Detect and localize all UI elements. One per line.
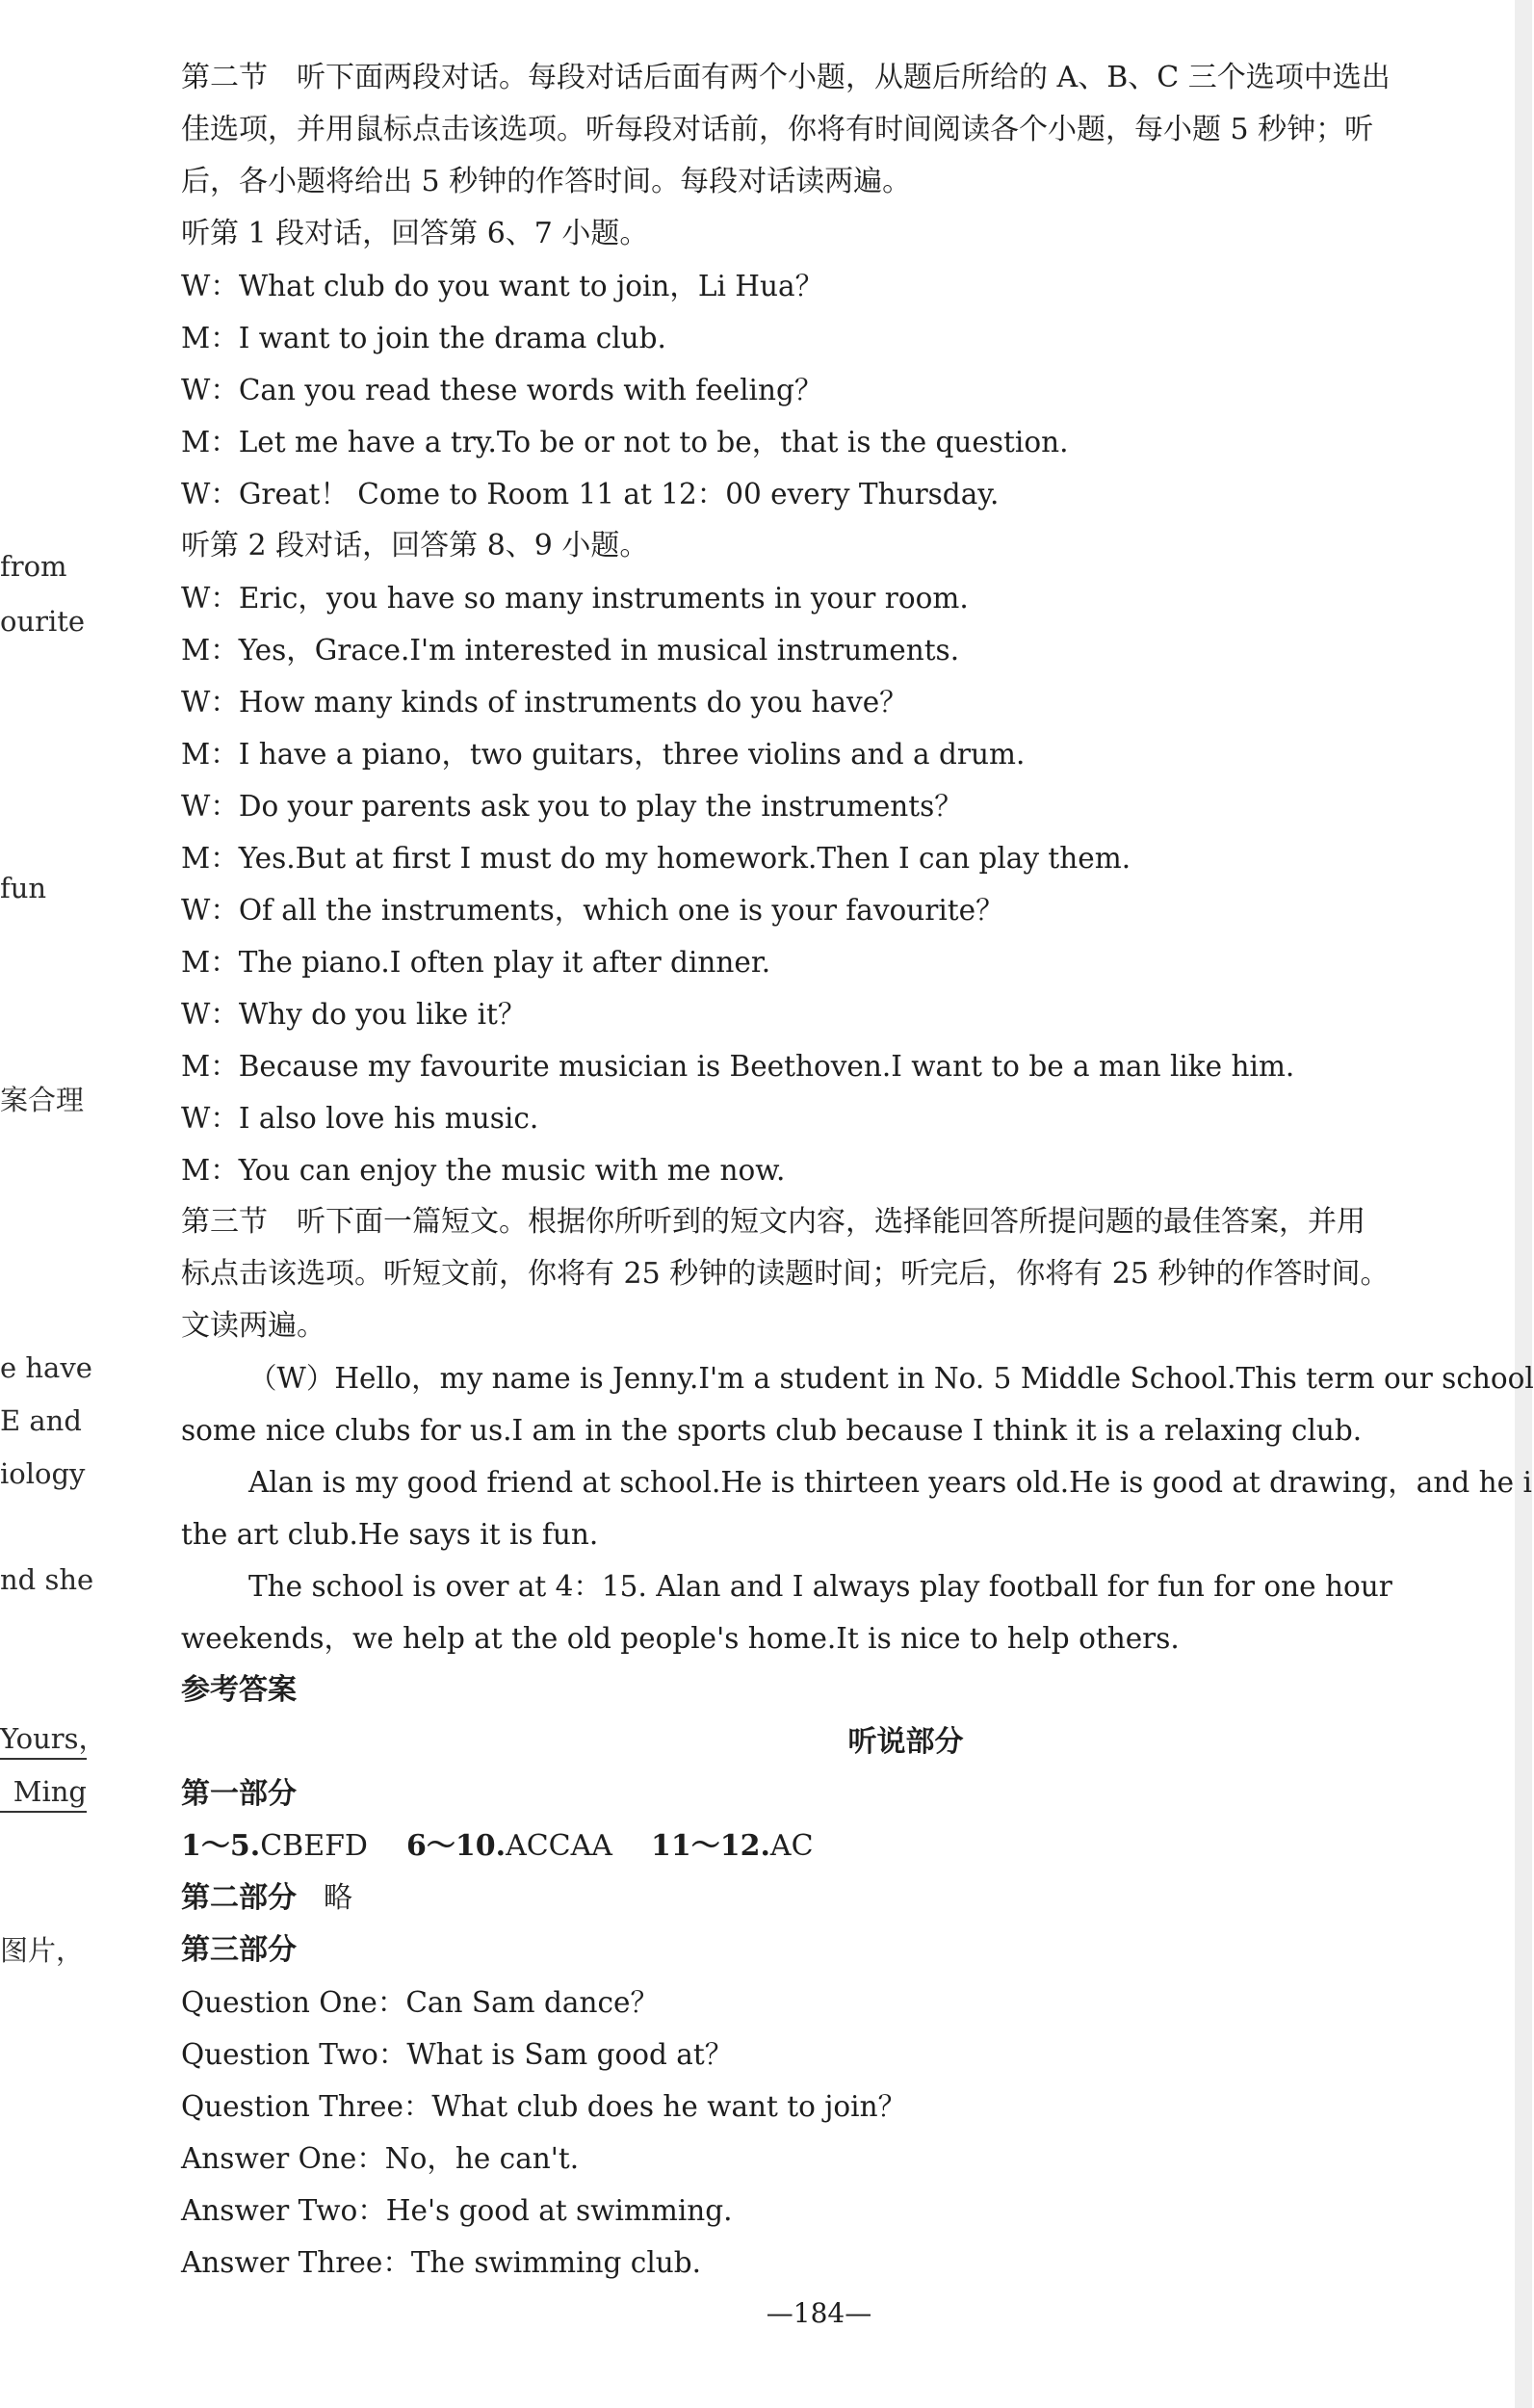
answer-range: 6～10.	[405, 1829, 507, 1863]
part3-line: Answer Three：The swimming club.	[181, 2246, 702, 2279]
dialogue-line: W：Of all the instruments，which one is your favourite？	[181, 894, 1004, 927]
answer-keys: AC	[769, 1829, 814, 1863]
section3-intro-line: 文读两遍。	[181, 1309, 325, 1343]
dialogue-line: W：Can you read these words with feeling？	[181, 374, 823, 406]
page-content	[181, 52, 1534, 2289]
answer-range: 11～12.	[650, 1829, 770, 1863]
section2-intro-line: 佳选项，并用鼠标点击该选项。听每段对话前，你将有时间阅读各个小题，每小题 5 秒钟；听	[181, 113, 1374, 146]
dialogue-line: W：Do your parents ask you to play the instruments？	[181, 790, 963, 823]
passage-line: the art club.He says it is fun.	[181, 1518, 599, 1551]
part3-line: Question Three：What club does he want to join？	[181, 2090, 907, 2123]
dialogue-line: M：Yes，Grace.I'm interested in musical instruments.	[181, 634, 960, 667]
left-fragment: ourite	[0, 605, 86, 638]
left-fragment: iology	[0, 1457, 86, 1490]
page-edge-shadow	[1515, 0, 1532, 2408]
part2-row	[181, 1872, 1515, 1924]
dialogue-line: M：Let me have a try.To be or not to be，that is the question.	[181, 426, 1069, 458]
dialogue-line: W：What club do you want to join，Li Hua？	[181, 270, 824, 302]
dialogue-line: W：How many kinds of instruments do you have？	[181, 686, 908, 719]
dialogue-line: M：I want to join the drama club.	[181, 322, 666, 354]
part1-heading: 第一部分	[181, 1777, 297, 1811]
dialogue-line: M：The piano.I often play it after dinner.	[181, 946, 771, 979]
answers-subheading: 听说部分	[847, 1725, 964, 1759]
dialogue-line: W：Eric，you have so many instruments in your room.	[181, 582, 969, 615]
part3-line: Answer One：No，he can't.	[181, 2142, 580, 2175]
section3-intro-line: 第三节 听下面一篇短文。根据你所听到的短文内容，选择能回答所提问题的最佳答案，并用	[181, 1205, 1365, 1239]
dialogue-line: M：Because my favourite musician is Beethoven.I want to be a man like him.	[181, 1050, 1295, 1083]
passage-line: （W）Hello，my name is Jenny.I'm a student in No. 5 Middle School.This term our school	[248, 1362, 1534, 1395]
dialogue-line: M：I have a piano，two guitars，three violins and a drum.	[181, 738, 1026, 771]
passage-line: weekends，we help at the old people's home.It is nice to help others.	[181, 1622, 1180, 1655]
answers-heading: 参考答案	[181, 1673, 297, 1707]
dialogue-line: M：You can enjoy the music with me now.	[181, 1154, 786, 1187]
answer-keys: ACCAA	[506, 1829, 612, 1863]
part3-line: Question Two：What is Sam good at？	[181, 2038, 734, 2071]
section3-intro-line: 标点击该选项。听短文前，你将有 25 秒钟的读题时间；听完后，你将有 25 秒钟的作答时间。	[181, 1257, 1390, 1291]
part2-text: 略	[324, 1881, 352, 1915]
left-fragment: fun	[0, 872, 47, 904]
left-fragment: Yours，	[0, 1719, 87, 1760]
dialogue2-heading: 听第 2 段对话，回答第 8、9 小题。	[181, 529, 649, 563]
dialogue1-heading: 听第 1 段对话，回答第 6、7 小题。	[181, 217, 649, 250]
page-number: —184—	[766, 2297, 872, 2329]
part3-line: Question One：Can Sam dance？	[181, 1986, 659, 2019]
left-fragment: from	[0, 550, 67, 583]
part3-heading: 第三部分	[181, 1933, 297, 1967]
passage-line: Alan is my good friend at school.He is thirteen years old.He is good at drawing，and he i	[248, 1466, 1532, 1499]
passage-line: some nice clubs for us.I am in the sports club because I think it is a relaxing club.	[181, 1414, 1363, 1447]
dialogue-line: W：Great！ Come to Room 11 at 12：00 every Thursday.	[181, 478, 1000, 510]
section2-intro-line: 后，各小题将给出 5 秒钟的作答时间。每段对话读两遍。	[181, 165, 912, 198]
left-fragment: nd she	[0, 1563, 94, 1596]
dialogue-line: M：Yes.But at first I must do my homework.Then I can play them.	[181, 842, 1131, 875]
left-fragment: 图片，	[0, 1934, 85, 1967]
left-fragment: E and	[0, 1404, 82, 1437]
dialogue-line: W：Why do you like it？	[181, 998, 527, 1031]
part1-answers	[181, 1820, 1515, 1872]
passage-line: The school is over at 4：15. Alan and I always play football for fun for one hour	[248, 1570, 1392, 1603]
part3-line: Answer Two：He's good at swimming.	[181, 2194, 733, 2227]
answer-range: 1～5.	[181, 1829, 261, 1863]
answer-keys: CBEFD	[260, 1829, 368, 1863]
part2-heading: 第二部分	[181, 1881, 297, 1915]
left-fragment: 案合理	[0, 1084, 85, 1116]
dialogue-line: W：I also love his music.	[181, 1102, 539, 1135]
left-fragment: e have	[0, 1351, 92, 1384]
left-fragment: Ming	[0, 1772, 87, 1813]
section2-intro-line: 第二节 听下面两段对话。每段对话后面有两个小题，从题后所给的 A、B、C 三个选项中选出	[181, 61, 1391, 94]
